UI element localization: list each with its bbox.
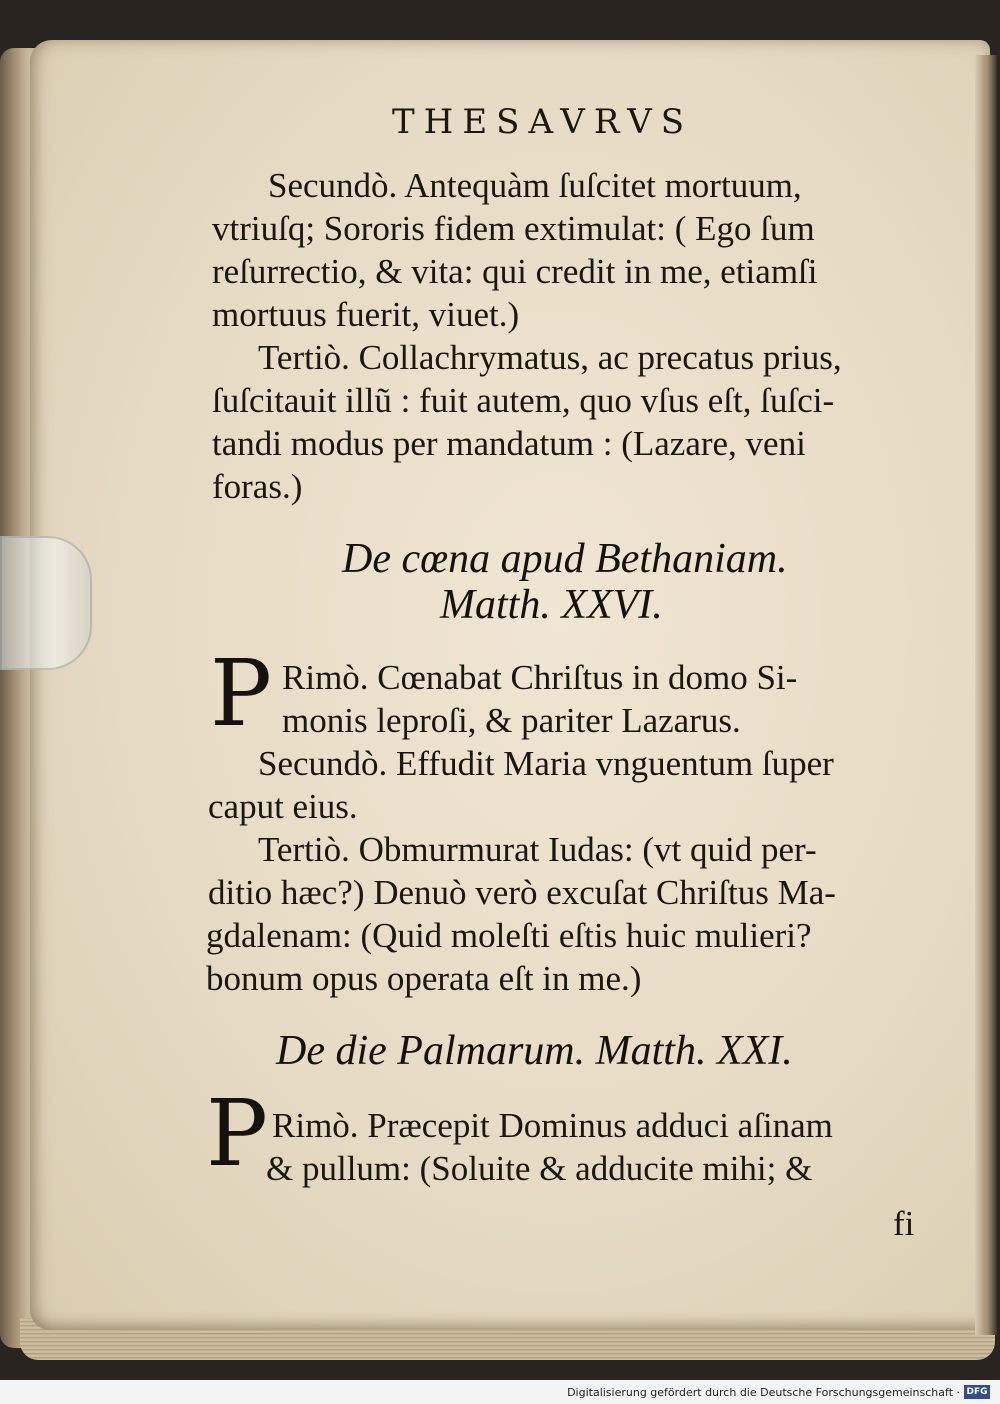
text-line: monis leproſi, & pariter Lazarus. [282,701,741,740]
text-line: tandi modus per mandatum : (Lazare, veni [212,424,806,463]
text-line: ſuſcitauit illũ : fuit autem, quo vſus eſt, ſuſci- [212,381,835,420]
footer-credit: Digitalisierung gefördert durch die Deutsche Forschungsgemeinschaft · [567,1386,960,1399]
section-heading: De die Palmarum. Matth. XXI. [276,1028,793,1074]
text-line: caput eius. [208,787,358,826]
text-line: Rimò. Cœnabat Chriſtus in domo Si- [282,658,798,697]
section-heading-ref: Matth. XXVI. [440,582,663,628]
text-line: Tertiò. Collachrymatus, ac precatus prius, [258,338,842,377]
page-clip [0,536,92,670]
page-fold-right [975,55,997,1335]
section-heading: De cœna apud Bethaniam. [342,536,788,582]
catchword: fi [893,1204,915,1243]
drop-cap: P [206,1080,268,1187]
text-line: vtriuſq; Sororis fidem extimulat: ( Ego ſum [212,209,815,248]
drop-cap: P [210,640,272,747]
text-line: foras.) [212,467,303,506]
running-head: THESAVRVS [392,102,694,142]
text-line: mortuus fuerit, viuet.) [212,295,520,334]
dfg-logo: DFG [964,1385,990,1399]
text-line: bonum opus operata eſt in me.) [206,959,642,998]
text-line: ditio hæc?) Denuò verò excuſat Chriſtus Ma- [208,873,836,912]
text-line: gdalenam: (Quid moleſti eſtis huic mulieri? [206,916,812,955]
text-line: Tertiò. Obmurmurat Iudas: (vt quid per- [258,830,817,869]
text-line: Secundò. Effudit Maria vnguentum ſuper [258,744,834,783]
text-line: Rimò. Præcepit Dominus adduci aſinam [272,1106,833,1145]
text-line: Secundò. Antequàm ſuſcitet mortuum, [268,166,802,205]
text-line: & pullum: (Soluite & adducite mihi; & [266,1149,813,1188]
text-line: reſurrectio, & vita: qui credit in me, etiamſi [212,252,818,291]
